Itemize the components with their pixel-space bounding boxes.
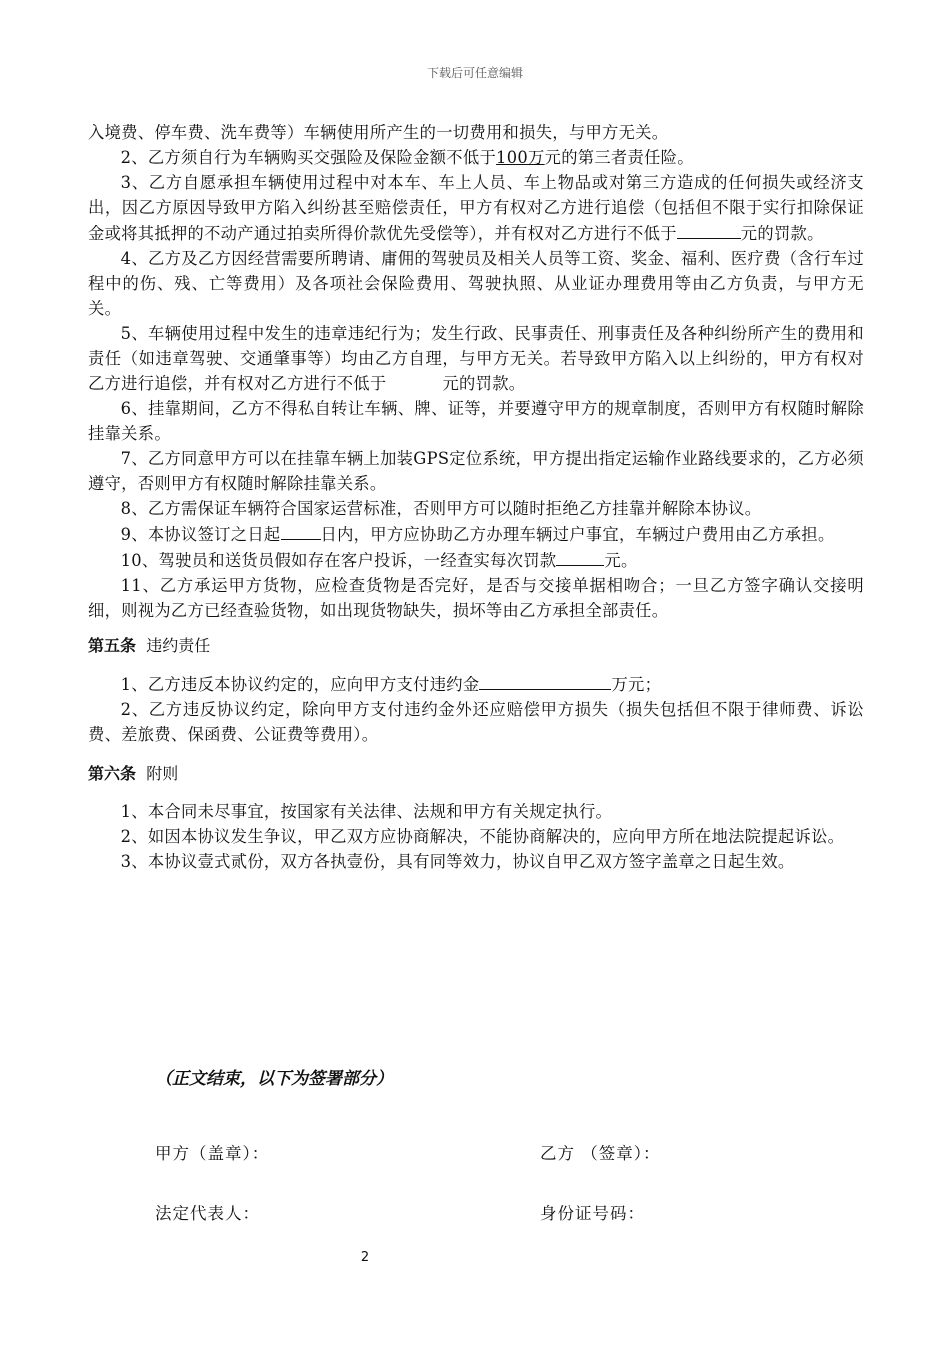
party-a-seal-label: 甲方（盖章）： [155, 1144, 270, 1163]
clause-4: 4、乙方及乙方因经营需要所聘请、庸佣的驾驶员及相关人员等工资、奖金、福利、医疗费（含行车过程中的伤、残、亡等费用）及各项社会保险费用、驾驶执照、从业证办理费用等由乙方负责，与甲方无关。 [88, 249, 864, 318]
clause-11: 11、乙方承运甲方货物，应检查货物是否完好，是否与交接单据相吻合；一旦乙方签字确认交接明细，则视为乙方已经查验货物，如出现货物缺失，损坏等由乙方承担全部责任。 [88, 576, 864, 620]
clause-8: 8、乙方需保证车辆符合国家运营标准，否则甲方可以随时拒绝乙方挂靠并解除本协议。 [120, 499, 762, 518]
party-b-signature-label: 乙方 （签章）： [540, 1144, 661, 1163]
clause-6: 6、挂靠期间，乙方不得私自转让车辆、牌、证等，并要遵守甲方的规章制度，否则甲方有权随时解除挂靠关系。 [88, 399, 864, 443]
fine-blank-field[interactable] [677, 220, 741, 239]
id-number-label: 身份证号码： [540, 1204, 645, 1223]
section-6-heading: 第六条 附则 [88, 764, 179, 783]
insurance-amount: 100万 [496, 148, 545, 167]
section-6-item-2: 2、如因本协议发生争议，甲乙双方应协商解决，不能协商解决的，应向甲方所在地法院提起诉讼。 [120, 827, 845, 846]
closing-note: （正文结束，以下为签署部分） [155, 1069, 393, 1089]
section-5-item-1: 1、乙方违反本协议约定的，应向甲方支付违约金 万元； [88, 671, 864, 697]
days-blank-field[interactable] [281, 521, 321, 540]
section-5-item-2: 2、乙方违反协议约定，除向甲方支付违约金外还应赔偿甲方损失（损失包括但不限于律师费、诉讼费、差旅费、保函费、公证费等费用）。 [88, 700, 864, 744]
clause-7: 7、乙方同意甲方可以在挂靠车辆上加装GPS定位系统，甲方提出指定运输作业路线要求的，乙方必须遵守，否则甲方有权随时解除挂靠关系。 [88, 449, 864, 493]
page-header: 下载后可任意编辑 [426, 66, 523, 80]
section-6-item-3: 3、本协议壹式贰份，双方各执壹份，具有同等效力，协议自甲乙双方签字盖章之日起生效。 [120, 852, 795, 871]
clause-3: 3、乙方自愿承担车辆使用过程中对本车、车上人员、车上物品或对第三方造成的任何损失或经济支出，因乙方原因导致甲方陷入纠纷甚至赔偿责任，甲方有权对乙方进行追偿（包括但不限于实行扣除保证金或将其抵押的不动产通过拍卖所得价款优先受偿等），并有权对乙方进行不低于 元的罚款。 [88, 173, 864, 243]
clause-2: 2、乙方须自行为车辆购买交强险及保险金额不低于100万元的第三者责任险。 [120, 148, 694, 167]
clause-10: 10、驾驶员和送货员假如存在客户投诉，一经查实每次罚款 元。 [88, 547, 864, 573]
penalty-amount-blank-field[interactable] [479, 671, 611, 690]
section-6-item-1: 1、本合同未尽事宜，按国家有关法律、法规和甲方有关规定执行。 [120, 802, 613, 821]
section-5-heading: 第五条 违约责任 [88, 636, 211, 655]
penalty-blank-field[interactable] [556, 547, 604, 566]
clause-9: 9、本协议签订之日起 日内，甲方应协助乙方办理车辆过户事宜，车辆过户费用由乙方承担。 [88, 521, 864, 547]
paragraph-continuation: 入境费、停车费、洗车费等）车辆使用所产生的一切费用和损失，与甲方无关。 [88, 123, 669, 142]
clause-5: 5、车辆使用过程中发生的违章违纪行为；发生行政、民事责任、刑事责任及各种纠纷所产生的费用和责任（如违章驾驶、交通肇事等）均由乙方自理，与甲方无关。若导致甲方陷入以上纠纷的，甲方有权对乙方进行追偿，并有权对乙方进行不低于 元的罚款。 [88, 324, 864, 393]
page-number: 2 [360, 1250, 370, 1265]
document-body [88, 120, 864, 874]
legal-representative-label: 法定代表人： [155, 1204, 260, 1223]
